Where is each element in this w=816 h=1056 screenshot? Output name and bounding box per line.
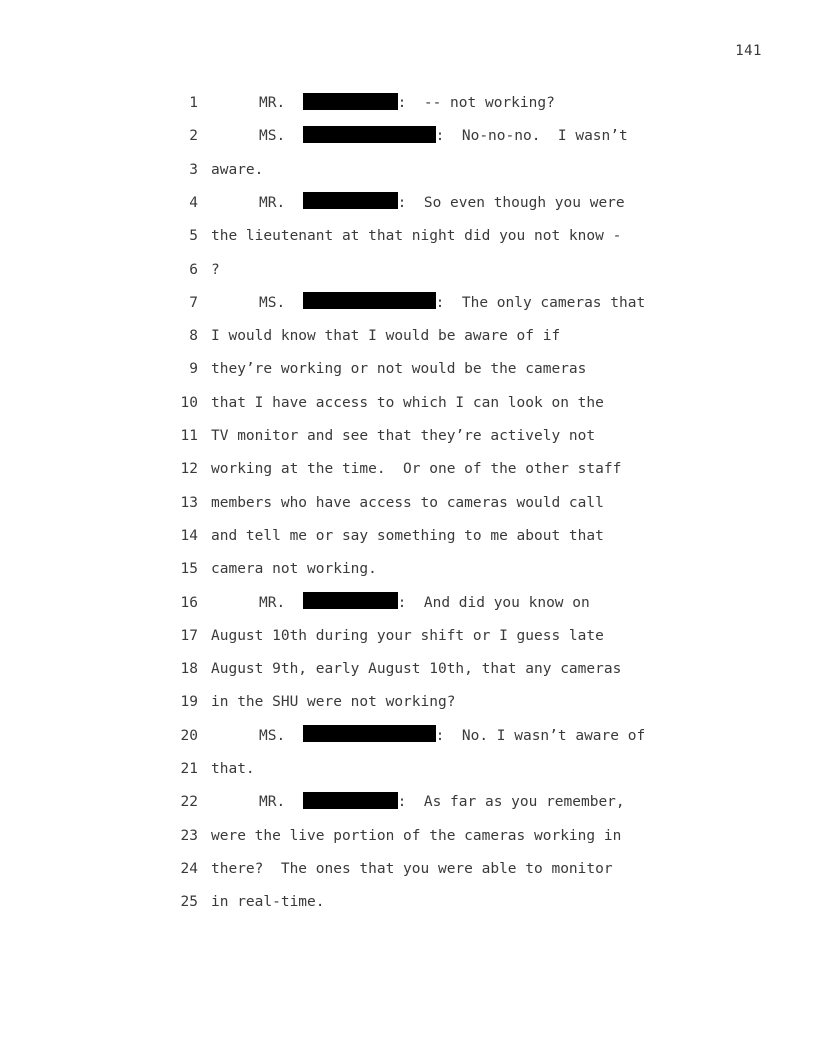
speaker-line-text — [259, 720, 645, 753]
line-number: 13 — [180, 494, 198, 511]
transcript-line — [0, 520, 816, 553]
transcript-line — [0, 320, 816, 353]
line-number: 3 — [189, 161, 198, 178]
redaction-bar — [303, 592, 398, 609]
line-text — [211, 154, 263, 187]
redaction-bar — [303, 192, 398, 209]
speaker-line-text — [259, 587, 590, 620]
line-number: 8 — [189, 328, 198, 345]
line-number: 11 — [180, 428, 198, 444]
line-text — [211, 886, 325, 919]
transcript-line — [0, 786, 816, 819]
line-content: there? The ones that you were able to monitor — [211, 860, 613, 877]
line-text — [211, 453, 621, 486]
speaker-title: MS. — [259, 727, 286, 744]
line-content: August 10th during your shift or I guess late — [211, 627, 604, 644]
transcript-line — [0, 453, 816, 486]
redaction-bar — [303, 93, 398, 110]
transcript-line — [0, 187, 816, 220]
line-content: members who have access to cameras would call — [211, 494, 604, 511]
line-number: 1 — [189, 95, 198, 111]
line-number: 17 — [180, 627, 198, 644]
line-text — [211, 254, 220, 287]
line-text — [211, 353, 586, 386]
line-number: 24 — [180, 860, 198, 877]
line-text — [211, 653, 621, 686]
speaker-title: MR. — [259, 794, 286, 811]
line-content: : The only cameras that — [435, 294, 646, 311]
line-content: and tell me or say something to me about that — [211, 527, 604, 544]
line-number: 23 — [180, 827, 198, 844]
line-text — [211, 320, 560, 353]
speaker-line-text — [259, 786, 625, 819]
transcript-line — [0, 753, 816, 786]
line-text — [211, 553, 377, 586]
transcript-line — [0, 220, 816, 253]
transcript-line — [0, 686, 816, 719]
line-number: 15 — [180, 561, 198, 578]
line-content: in the SHU were not working? — [211, 694, 456, 711]
transcript-line — [0, 587, 816, 620]
line-content: : No. I wasn’t aware of — [435, 727, 646, 744]
transcript-line — [0, 254, 816, 287]
line-text — [211, 753, 255, 786]
line-number: 21 — [180, 761, 198, 777]
line-content: : No-no-no. I wasn’t — [435, 128, 628, 145]
line-text — [211, 420, 595, 453]
line-number: 7 — [189, 294, 198, 311]
redaction-bar — [303, 792, 398, 809]
speaker-line-text — [259, 87, 555, 120]
transcript-line — [0, 720, 816, 753]
transcript-line — [0, 553, 816, 586]
line-content: they’re working or not would be the cameras — [211, 361, 587, 378]
speaker-title: MR. — [259, 594, 286, 611]
transcript-line — [0, 820, 816, 853]
line-content: camera not working. — [211, 561, 377, 578]
line-number: 14 — [180, 527, 198, 544]
speaker-line-text — [259, 187, 625, 220]
transcript-line — [0, 853, 816, 886]
line-text — [211, 387, 604, 420]
line-text — [211, 620, 604, 653]
line-content: working at the time. Or one of the other staff — [211, 461, 622, 478]
transcript-line — [0, 886, 816, 919]
line-content: I would know that I would be aware of if — [211, 328, 561, 345]
speaker-title: MS. — [259, 294, 286, 311]
line-text — [211, 487, 604, 520]
redaction-bar — [303, 725, 436, 742]
line-content: that. — [211, 761, 255, 777]
transcript-line — [0, 387, 816, 420]
line-number: 4 — [189, 194, 198, 211]
transcript-line — [0, 353, 816, 386]
line-number: 12 — [180, 461, 198, 478]
line-content: : So even though you were — [397, 194, 625, 211]
transcript-line — [0, 154, 816, 187]
line-number: 2 — [189, 128, 198, 145]
line-text — [211, 686, 455, 719]
line-number: 10 — [180, 394, 198, 411]
line-number: 25 — [180, 894, 198, 911]
line-number: 6 — [189, 261, 198, 278]
line-number: 18 — [180, 661, 198, 678]
transcript-line — [0, 287, 816, 320]
transcript-line — [0, 620, 816, 653]
line-content: TV monitor and see that they’re actively not — [211, 428, 596, 444]
line-number: 5 — [189, 228, 198, 245]
line-content: : -- not working? — [397, 95, 555, 111]
line-content: aware. — [211, 161, 264, 178]
line-content: the lieutenant at that night did you not know - — [211, 228, 622, 245]
speaker-title: MS. — [259, 128, 286, 145]
redaction-bar — [303, 126, 436, 143]
transcript-line — [0, 487, 816, 520]
line-number: 16 — [180, 594, 198, 611]
transcript-line — [0, 87, 816, 120]
transcript-line — [0, 120, 816, 153]
speaker-line-text — [259, 287, 645, 320]
line-content: : As far as you remember, — [397, 794, 625, 811]
transcript-line — [0, 420, 816, 453]
line-content: August 9th, early August 10th, that any cameras — [211, 661, 622, 678]
speaker-title: MR. — [259, 95, 286, 111]
transcript-line — [0, 653, 816, 686]
line-number: 22 — [180, 794, 198, 811]
line-content: were the live portion of the cameras working in — [211, 827, 622, 844]
line-content: in real-time. — [211, 894, 325, 911]
line-number: 19 — [180, 694, 198, 711]
line-text — [211, 853, 613, 886]
line-content: that I have access to which I can look on the — [211, 394, 604, 411]
line-content: ? — [211, 261, 220, 278]
line-text — [211, 220, 621, 253]
speaker-line-text — [259, 120, 628, 153]
speaker-title: MR. — [259, 194, 286, 211]
line-content: : And did you know on — [397, 594, 590, 611]
line-number: 20 — [180, 727, 198, 744]
line-text — [211, 820, 621, 853]
line-number: 9 — [189, 361, 198, 378]
line-text — [211, 520, 604, 553]
redaction-bar — [303, 292, 436, 309]
page-number: 141 — [735, 43, 762, 59]
